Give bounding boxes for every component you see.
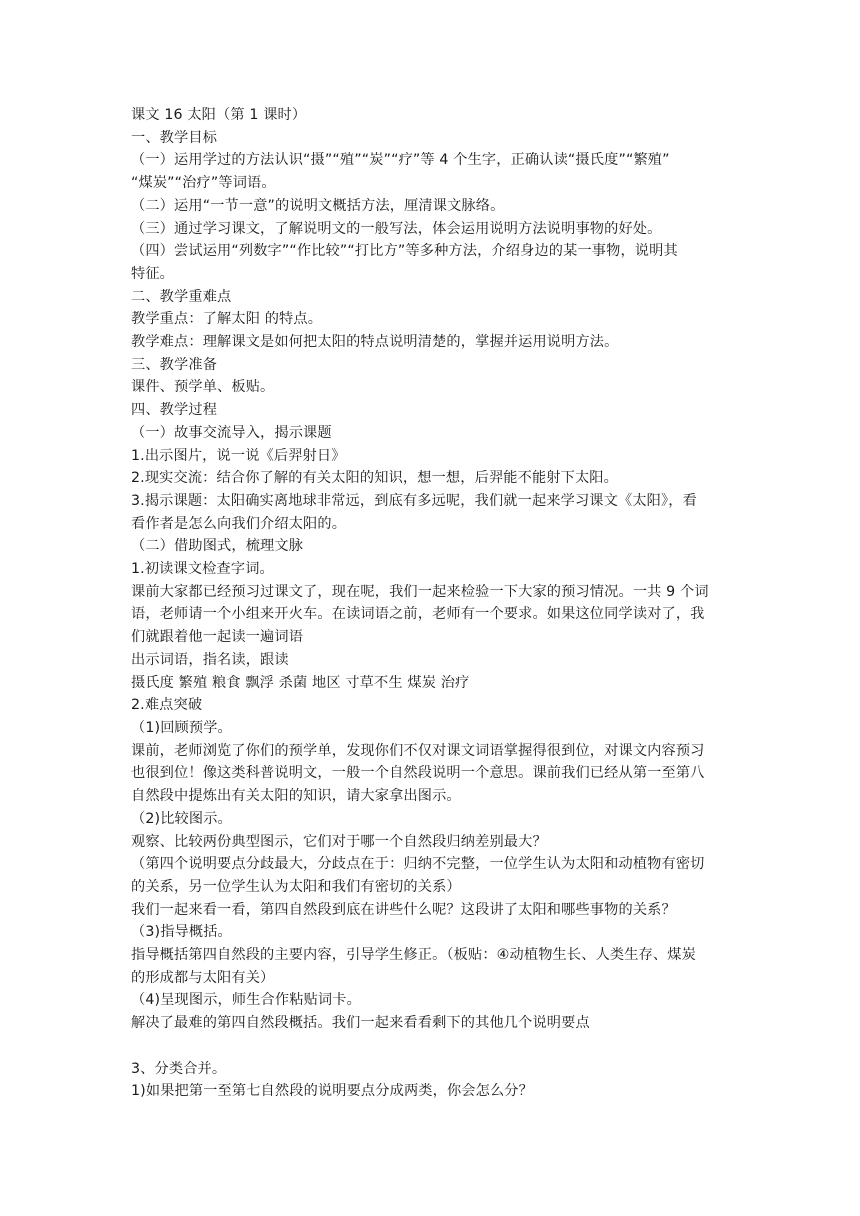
- section-heading-goals: 一、教学目标: [131, 129, 218, 146]
- section-heading-process: 四、教学过程: [131, 402, 218, 419]
- subsection-1-heading: 1.初读课文检查字词。: [131, 561, 274, 578]
- goal-2: （二）运用“一节一意”的说明文概括方法，厘清课文脉络。: [131, 197, 505, 214]
- paragraph-line: 出示词语，指名读，跟读: [131, 651, 289, 668]
- section-heading-preparation: 三、教学准备: [131, 356, 218, 373]
- paragraph-line: 指导概括第四自然段的主要内容，引导学生修正。（板贴：④动植物生长、人类生存、煤炭: [131, 947, 696, 964]
- process-part-1-heading: （一）故事交流导入，揭示课题: [131, 424, 332, 441]
- subsection-2-heading: 2.难点突破: [131, 697, 203, 714]
- goal-3: （三）通过学习课文，了解说明文的一般写法，体会运用说明方法说明事物的好处。: [131, 220, 662, 237]
- paragraph-line: 观察、比较两份典型图示，它们对于哪一个自然段归纳差别最大？: [131, 833, 547, 850]
- paragraph-line: 语，老师请一个小组来开火车。在读词语之前，老师有一个要求。如果这位同学读对了，我: [131, 606, 705, 623]
- process-step-2: 2.现实交流：结合你了解的有关太阳的知识，想一想，后羿能不能射下太阳。: [131, 470, 618, 487]
- difficult-point: 教学难点：理解课文是如何把太阳的特点说明清楚的，掌握并运用说明方法。: [131, 334, 619, 351]
- subsection-3-heading: 3、分类合并。: [131, 1060, 227, 1077]
- paragraph-line: （第四个说明要点分歧最大，分歧点在于：归纳不完整，一位学生认为太阳和动植物有密切: [131, 856, 705, 873]
- step-heading: （2)比较图示。: [131, 810, 232, 827]
- lesson-title: 课文 16 太阳（第 1 课时）: [131, 107, 307, 123]
- paragraph-line: 1)如果把第一至第七自然段的说明要点分成两类，你会怎么分？: [131, 1083, 533, 1100]
- vocabulary-list: 摄氏度 繁殖 粮食 飘浮 杀菌 地区 寸草不生 煤炭 治疗: [131, 674, 470, 691]
- process-step-1: 1.出示图片，说一说《后羿射日》: [131, 447, 346, 464]
- section-heading-key-points: 二、教学重难点: [131, 288, 232, 305]
- goal-1-line-1: （一）运用学过的方法认识“摄”“殖”“炭”“疗”等 4 个生字，正确认读“摄氏度”“繁殖”: [131, 152, 670, 169]
- preparation-items: 课件、预学单、板贴。: [131, 379, 275, 396]
- paragraph-line: 的关系，另一位学生认为太阳和我们有密切的关系）: [131, 878, 461, 895]
- goal-4-line-1: （四）尝试运用“列数字”“作比较”“打比方”等多种方法，介绍身边的某一事物，说明其: [131, 243, 678, 260]
- blank-line: [131, 1035, 731, 1058]
- paragraph-line: 课前大家都已经预习过课文了，现在呢，我们一起来检验一下大家的预习情况。一共 9 个词: [131, 583, 709, 600]
- goal-4-line-2: 特征。: [131, 265, 175, 282]
- paragraph-line: 们就跟着他一起读一遍词语: [131, 629, 304, 646]
- key-point: 教学重点：了解太阳 的特点。: [131, 311, 323, 328]
- step-heading: （3)指导概括。: [131, 924, 232, 941]
- paragraph-line: 课前，老师浏览了你们的预学单，发现你们不仅对课文词语掌握得很到位，对课文内容预习: [131, 742, 705, 759]
- process-part-2-heading: （二）借助图式，梳理文脉: [131, 538, 304, 555]
- process-step-3-line-1: 3.揭示课题：太阳确实离地球非常远，到底有多远呢，我们就一起来学习课文《太阳》，看: [131, 492, 697, 509]
- step-heading: （4)呈现图示，师生合作粘贴词卡。: [131, 992, 361, 1009]
- paragraph-line: 自然段中提炼出有关太阳的知识，请大家拿出图示。: [131, 788, 461, 805]
- document-page: [131, 104, 731, 1103]
- paragraph-line: 的形成都与太阳有关）: [131, 969, 275, 986]
- step-heading: （1)回顾预学。: [131, 719, 232, 736]
- paragraph-line: 也很到位！像这类科普说明文，一般一个自然段说明一个意思。课前我们已经从第一至第八: [131, 765, 705, 782]
- process-step-3-line-2: 看作者是怎么向我们介绍太阳的。: [131, 515, 347, 532]
- goal-1-line-2: “煤炭”“治疗”等词语。: [131, 175, 276, 192]
- paragraph-line: 解决了最难的第四自然段概括。我们一起来看看剩下的其他几个说明要点: [131, 1015, 590, 1032]
- paragraph-line: 我们一起来看一看，第四自然段到底在讲些什么呢？这段讲了太阳和哪些事物的关系？: [131, 901, 676, 918]
